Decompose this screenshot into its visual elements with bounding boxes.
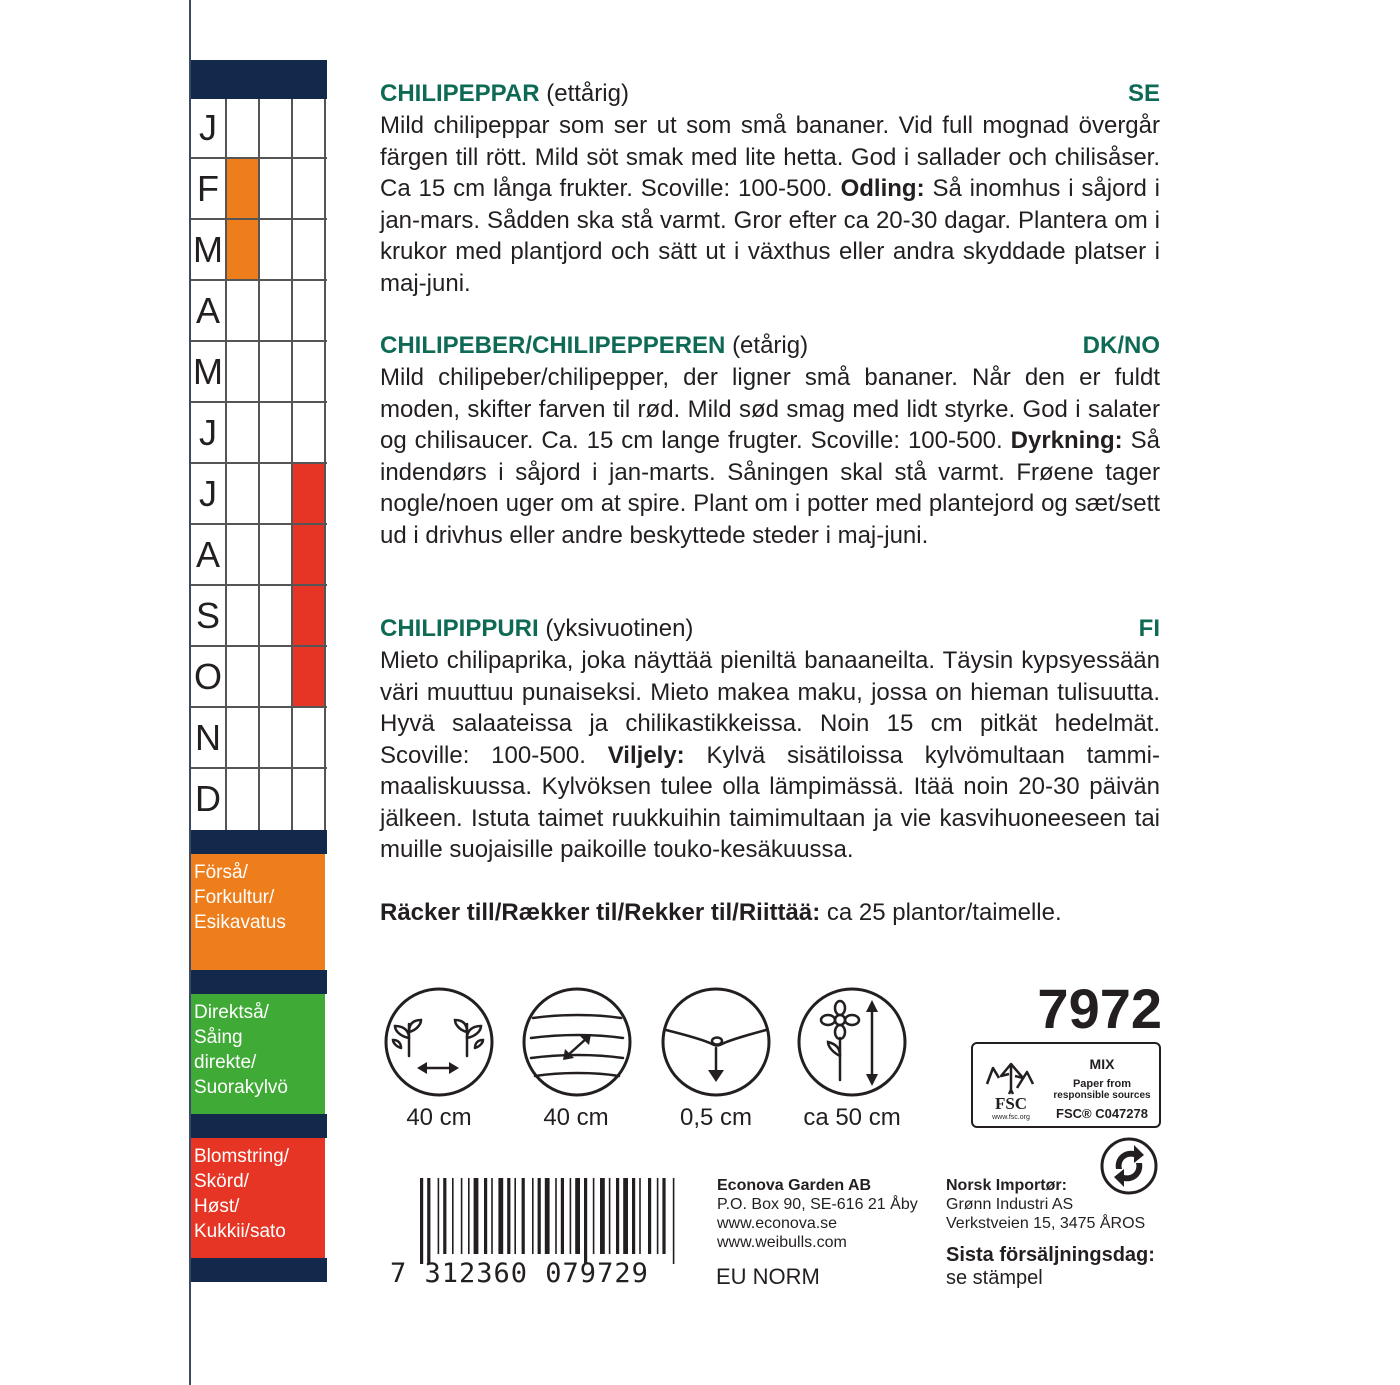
section-title: CHILIPEPPAR — [380, 80, 540, 107]
company-web: www.econova.se — [717, 1215, 838, 1232]
importer-info — [946, 1176, 1166, 1233]
plant-spacing-label: 40 cm — [406, 1104, 472, 1131]
grid-line — [191, 462, 327, 464]
fsc-mix: MIX — [1089, 1056, 1115, 1072]
yield-label: Räcker till/Rækker til/Rekker til/Riittää: — [380, 899, 821, 926]
month-label: J — [199, 473, 217, 514]
grid-line — [191, 157, 327, 159]
fsc-url: www.fsc.org — [992, 1114, 1030, 1121]
month-label: J — [199, 107, 217, 148]
month-label: J — [199, 412, 217, 453]
legend-harvest: Blomstring/ Skörd/ Høst/ Kukkii/sato — [191, 1138, 325, 1258]
grid-line — [291, 99, 293, 831]
section-subtitle: (etårig) — [732, 332, 809, 359]
section-body: Mild chilipeber/chilipepper, der ligner små bananer. Når den er fuldt moden, skifter farven til rød. Mild sød smag med lidt styrke. God i salater og chilisaucer. Ca. 15 cm lange frugter. Scoville: 100-500. Dyrkning: Så indendørs i såjord i jan-marts. Såningen skal stå varmt. Frøene tager nogle/noen uger om at spire. Plant om i potter med plantejord og sæt/sett ud i drivhus eller andre beskyttede steder i maj-juni. — [380, 364, 1160, 549]
grid-line — [191, 279, 327, 281]
fsc-label — [971, 1042, 1161, 1128]
last-sale-value: se stämpel — [946, 1267, 1043, 1289]
row-spacing-icon — [521, 986, 633, 1098]
article-number: 7972 — [1037, 977, 1162, 1040]
calendar-band — [191, 1114, 327, 1138]
month-label: F — [197, 168, 219, 209]
last-sale-label: Sista försäljningsdag: — [946, 1244, 1155, 1266]
company-name: Econova Garden AB — [717, 1177, 872, 1194]
section-body: Mild chilipeppar som ser ut som små bananer. Vid full mognad övergår färgen till rött. Mild söt smak med lite hetta. God i sallader och chilisåser. Ca 15 cm långa frukter. Scoville: 100-500. Odling: Så inomhus i såjord i jan-mars. Sådden ska stå varmt. Gror efter ca 20-30 dagar. Plantera om i krukor med plantjord och sätt ut i växthus eller andra skyddade platser i maj-juni. — [380, 112, 1160, 297]
barcode-digits: 7 312360 079729 — [390, 1258, 649, 1289]
grid-line — [191, 523, 327, 525]
calendar-band — [191, 830, 327, 854]
section-title: CHILIPIPPURI — [380, 615, 539, 642]
month-label: A — [195, 290, 220, 331]
grid-line — [191, 401, 327, 403]
sowing-depth-icon — [660, 986, 772, 1098]
section-se — [380, 78, 1160, 299]
grid-line — [191, 706, 327, 708]
month-label: A — [195, 534, 220, 575]
grid-line — [191, 584, 327, 586]
section-subtitle: (ettårig) — [546, 80, 629, 107]
month-label: N — [195, 717, 221, 758]
grid-line — [191, 767, 327, 769]
fsc-line2: responsible sources — [1053, 1090, 1151, 1101]
grid-line — [191, 340, 327, 342]
country-code: SE — [1127, 80, 1160, 107]
row-spacing-label: 40 cm — [543, 1104, 609, 1131]
company-web: www.weibulls.com — [717, 1234, 847, 1251]
section-title: CHILIPEBER/CHILIPEPPEREN — [380, 332, 726, 359]
grid-line — [258, 99, 260, 831]
section-dk-no — [380, 330, 1160, 551]
legend-pre-sow: Förså/ Forkultur/ Esikavatus — [191, 854, 325, 970]
last-sale-info — [946, 1244, 1166, 1290]
country-code: FI — [1138, 615, 1160, 642]
section-fi — [380, 613, 1160, 866]
importer-address: Verkstveien 15, 3475 ÅROS — [946, 1215, 1146, 1232]
month-label: D — [195, 778, 221, 819]
company-info — [717, 1176, 937, 1252]
sowing-depth-label: 0,5 cm — [679, 1104, 753, 1131]
barcode — [418, 1178, 680, 1264]
section-body: Mieto chilipaprika, joka näyttää pieniltä banaaneilta. Täysin kypsyessään väri muuttuu punaiseksi. Mieto makea maku, jossa on hieman tulisuutta. Hyvä salaateissa ja chilikastikkeissa. Noin 15 cm pitkät hedelmät. Scoville: 100-500. Viljely: Kylvä sisätiloissa kylvömultaan tammi-maaliskuussa. Kylvöksen tulee olla lämpimässä. Itää noin 20-30 päivän jälkeen. Istuta taimet ruukkuihin taimimultaan ja vie kasvihuoneeseen tai muille suojaisille paikoille touko-kesäkuussa. — [380, 647, 1160, 863]
calendar-band — [191, 970, 327, 994]
grid-line — [191, 218, 327, 220]
month-label: O — [193, 656, 222, 697]
plant-height-icon — [796, 986, 908, 1098]
month-label: M — [193, 229, 223, 270]
grid-line — [191, 645, 327, 647]
yield-value: ca 25 plantor/taimelle. — [820, 899, 1062, 926]
legend-direct-sow: Direktså/ Såing direkte/ Suorakylvö — [191, 994, 325, 1114]
grid-line — [324, 99, 326, 831]
fsc-brand: FSC — [994, 1094, 1028, 1113]
importer-name: Grønn Industri AS — [946, 1196, 1074, 1213]
month-label: M — [193, 351, 223, 392]
fsc-code: FSC® C047278 — [1056, 1106, 1148, 1121]
grid-line — [225, 99, 227, 831]
yield-line — [380, 897, 1160, 929]
calendar-top-band — [191, 60, 327, 99]
fsc-line1: Paper from — [1072, 1078, 1132, 1090]
country-code: DK/NO — [1082, 332, 1160, 359]
plant-spacing-icon — [383, 986, 495, 1098]
section-subtitle: (yksivuotinen) — [545, 615, 694, 642]
eu-norm: EU NORM — [716, 1264, 820, 1289]
month-label: S — [195, 595, 220, 636]
calendar-band — [191, 1258, 327, 1282]
importer-label: Norsk Importør: — [946, 1177, 1067, 1194]
plant-height-label: ca 50 cm — [803, 1104, 901, 1131]
company-address: P.O. Box 90, SE-616 21 Åby — [717, 1196, 918, 1213]
